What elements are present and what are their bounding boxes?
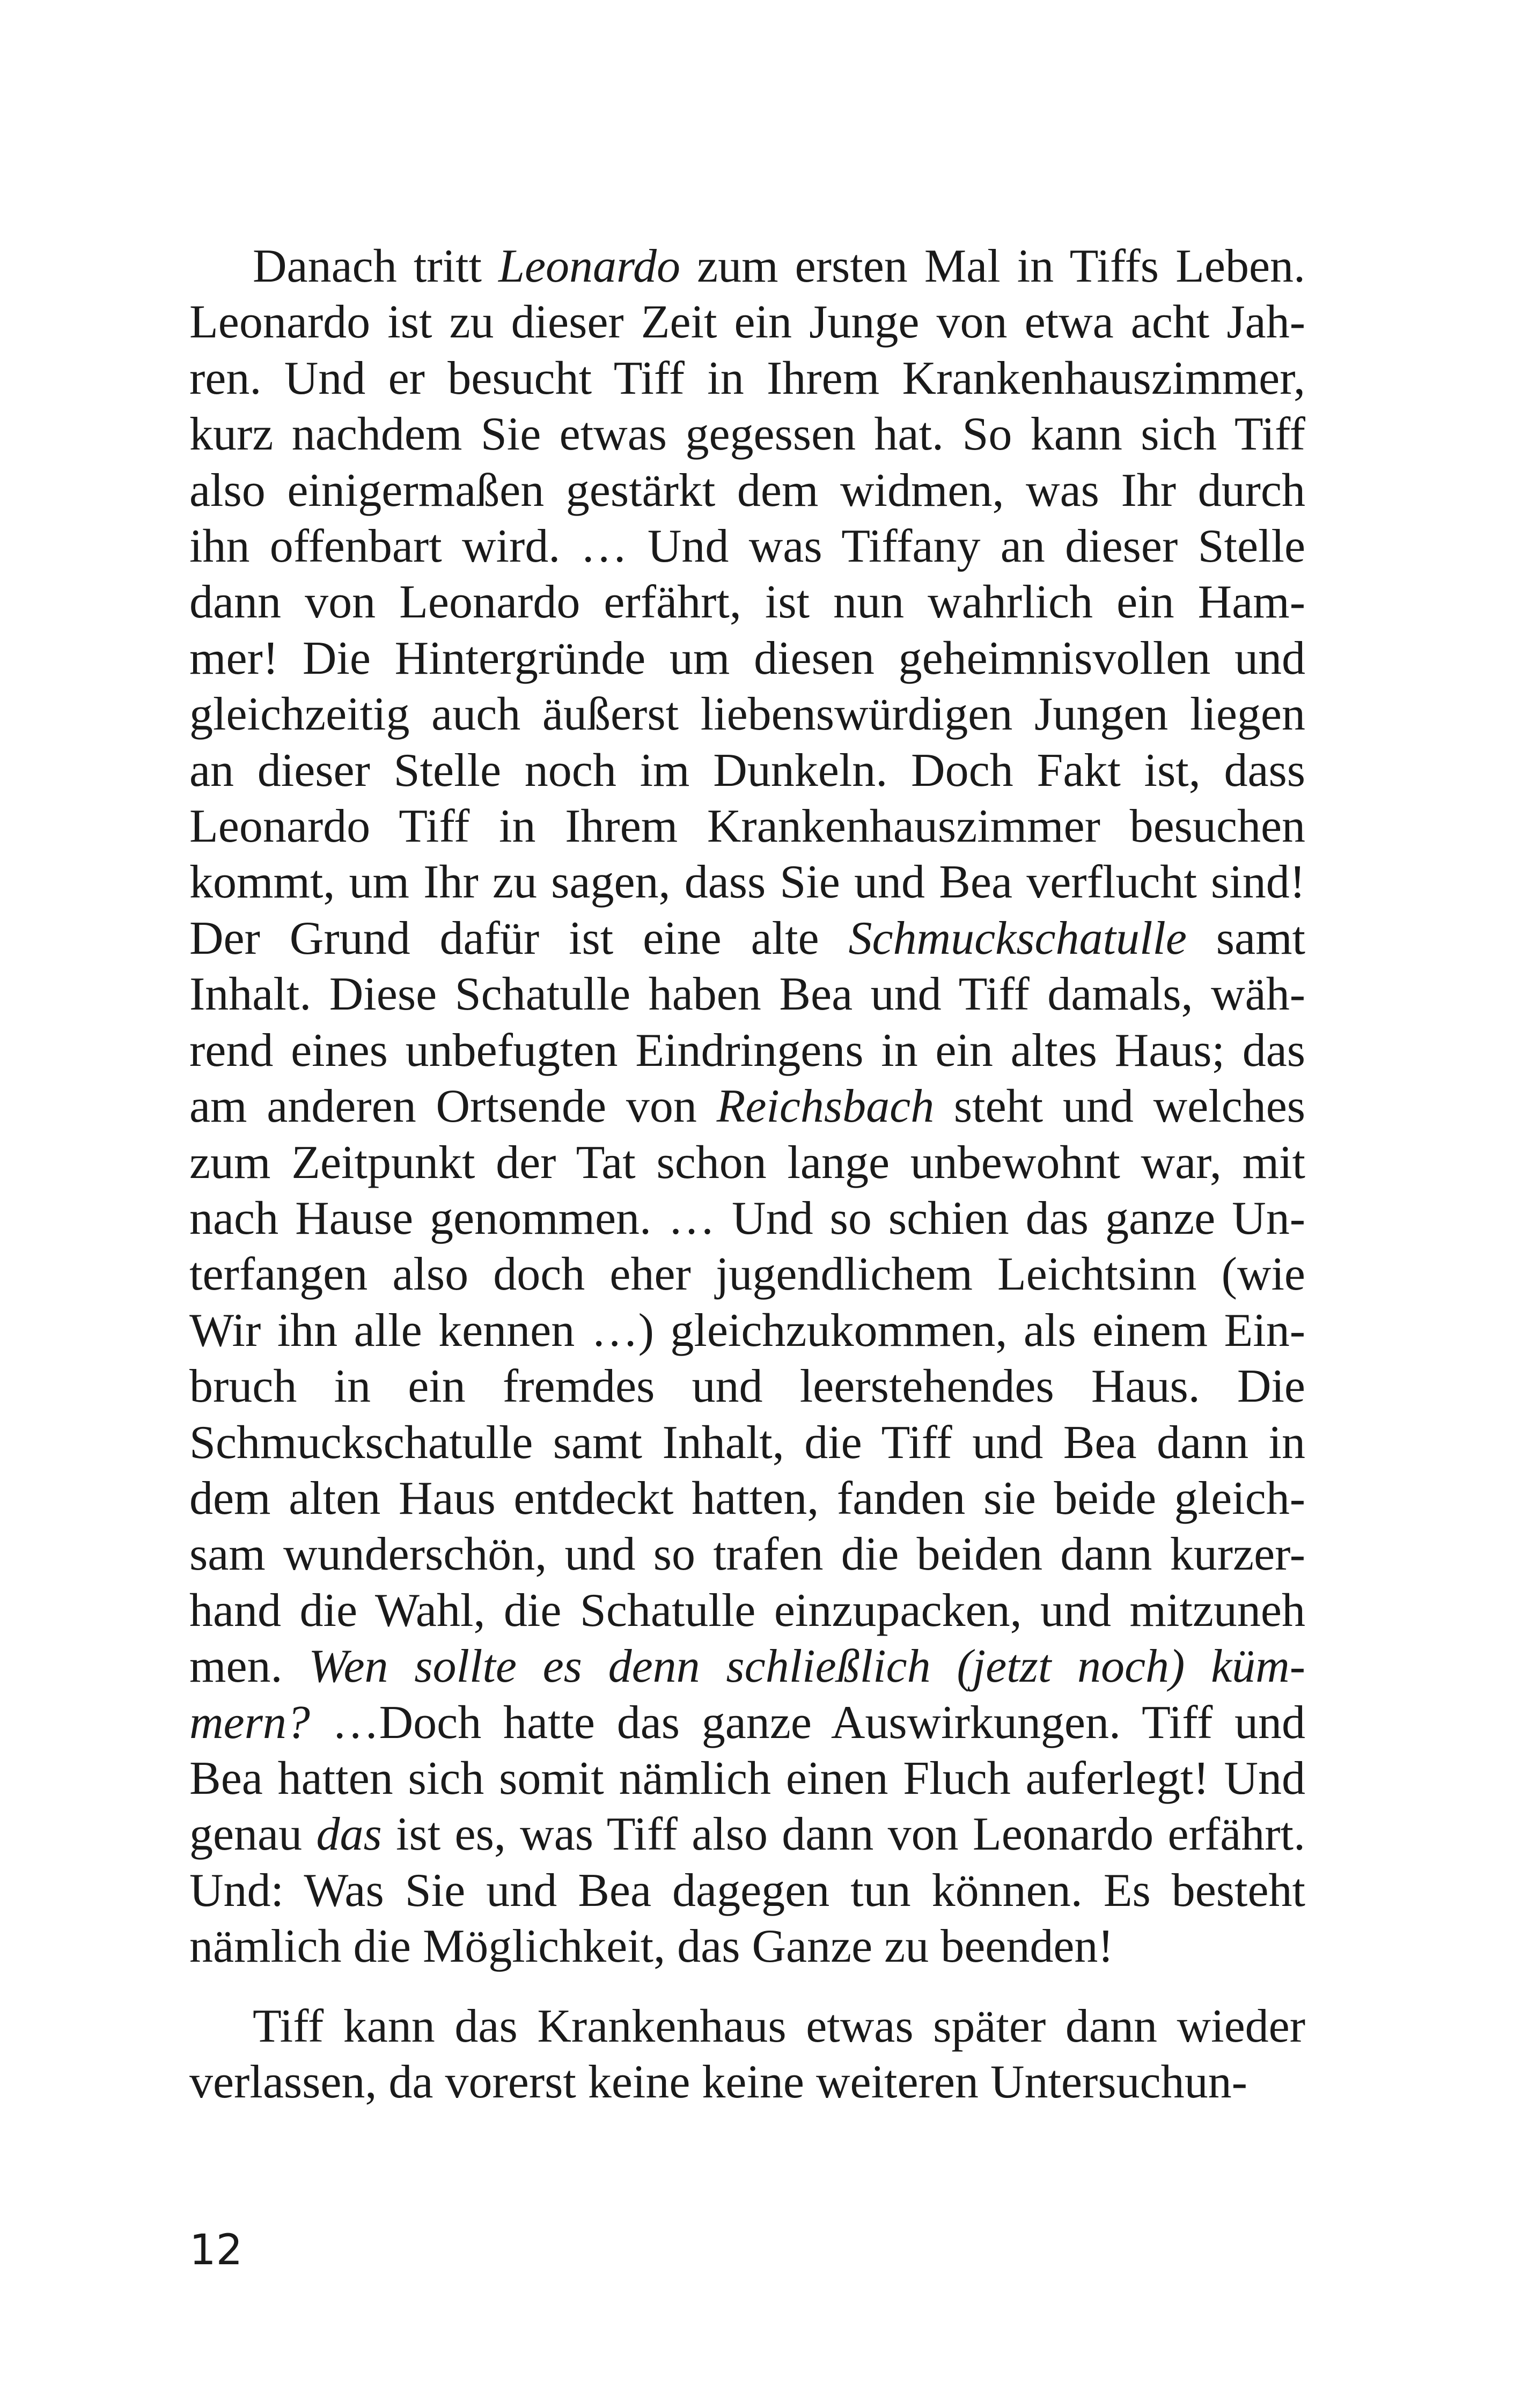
text-line: Schmuckschatulle samt Inhalt, die Tiff und Bea dann in — [189, 1416, 1305, 1469]
text-line: Danach tritt Leonardo zum ersten Mal in Tiffs Leben. — [253, 240, 1305, 292]
italic-text: Wen sollte es denn schließlich (jetzt noch) küm- — [308, 1640, 1305, 1693]
text-line: Und: Was Sie und Bea dagegen tun können. Es besteht — [189, 1864, 1305, 1917]
italic-text: mern? — [189, 1696, 310, 1749]
text-line: also einigermaßen gestärkt dem widmen, was Ihr durch — [189, 464, 1305, 517]
text-line: mern? …Doch hatte das ganze Auswirkungen. Tiff und — [189, 1696, 1305, 1749]
italic-text: das — [316, 1808, 382, 1861]
text-line: nämlich die Möglichkeit, das Ganze zu beenden! — [189, 1920, 1114, 1973]
paragraph — [189, 1999, 1305, 2111]
text-line: dem alten Haus entdeckt hatten, fanden sie beide gleich- — [189, 1472, 1305, 1525]
text-line: gleichzeitig auch äußerst liebenswürdigen Jungen liegen — [189, 688, 1305, 741]
italic-text: Schmuckschatulle — [848, 912, 1187, 964]
text-line: Der Grund dafür ist eine alte Schmuckschatulle samt — [189, 912, 1305, 964]
text-line: rend eines unbefugten Eindringens in ein altes Haus; das — [189, 1024, 1305, 1077]
text-line: men. Wen sollte es denn schließlich (jetzt noch) küm- — [189, 1640, 1305, 1693]
text-line: nach Hause genommen. … Und so schien das ganze Un- — [189, 1192, 1305, 1244]
text-line: kurz nachdem Sie etwas gegessen hat. So kann sich Tiff — [189, 408, 1305, 461]
text-line: Tiff kann das Krankenhaus etwas später dann wieder — [253, 2000, 1305, 2052]
text-line: genau das ist es, was Tiff also dann von Leonardo erfährt. — [189, 1808, 1305, 1861]
text-line: dann von Leonardo erfährt, ist nun wahrlich ein Ham- — [189, 576, 1305, 629]
text-line: sam wunderschön, und so trafen die beiden dann kurzer- — [189, 1528, 1305, 1581]
text-line: Bea hatten sich somit nämlich einen Fluch auferlegt! Und — [189, 1752, 1305, 1805]
text-line: mer! Die Hintergründe um diesen geheimnisvollen und — [189, 632, 1305, 684]
italic-text: Leonardo — [498, 240, 680, 292]
text-line: ihn offenbart wird. … Und was Tiffany an dieser Stelle — [189, 520, 1305, 573]
body-text — [189, 239, 1305, 2110]
text-line: zum Zeitpunkt der Tat schon lange unbewohnt war, mit — [189, 1136, 1305, 1189]
paragraph — [189, 239, 1305, 1975]
text-line: am anderen Ortsende von Reichsbach steht und welches — [189, 1080, 1305, 1133]
text-line: Leonardo Tiff in Ihrem Krankenhauszimmer besuchen — [189, 800, 1305, 853]
text-line: hand die Wahl, die Schatulle einzupacken, und mitzuneh — [189, 1584, 1305, 1637]
text-line: Wir ihn alle kennen …) gleichzukommen, als einem Ein- — [189, 1304, 1305, 1357]
text-line: bruch in ein fremdes und leerstehendes Haus. Die — [189, 1360, 1305, 1413]
page-number: 12 — [189, 2226, 243, 2274]
text-line: Inhalt. Diese Schatulle haben Bea und Tiff damals, wäh- — [189, 968, 1305, 1021]
text-line: ren. Und er besucht Tiff in Ihrem Krankenhauszimmer, — [189, 352, 1305, 404]
text-line: terfangen also doch eher jugendlichem Leichtsinn (wie — [189, 1248, 1305, 1301]
text-line: an dieser Stelle noch im Dunkeln. Doch Fakt ist, dass — [189, 744, 1305, 797]
italic-text: Reichsbach — [716, 1080, 935, 1133]
text-line: verlassen, da vorerst keine keine weiteren Untersuchun- — [189, 2056, 1247, 2108]
text-line: kommt, um Ihr zu sagen, dass Sie und Bea verflucht sind! — [189, 856, 1305, 909]
text-line: Leonardo ist zu dieser Zeit ein Junge von etwa acht Jah- — [189, 296, 1305, 349]
